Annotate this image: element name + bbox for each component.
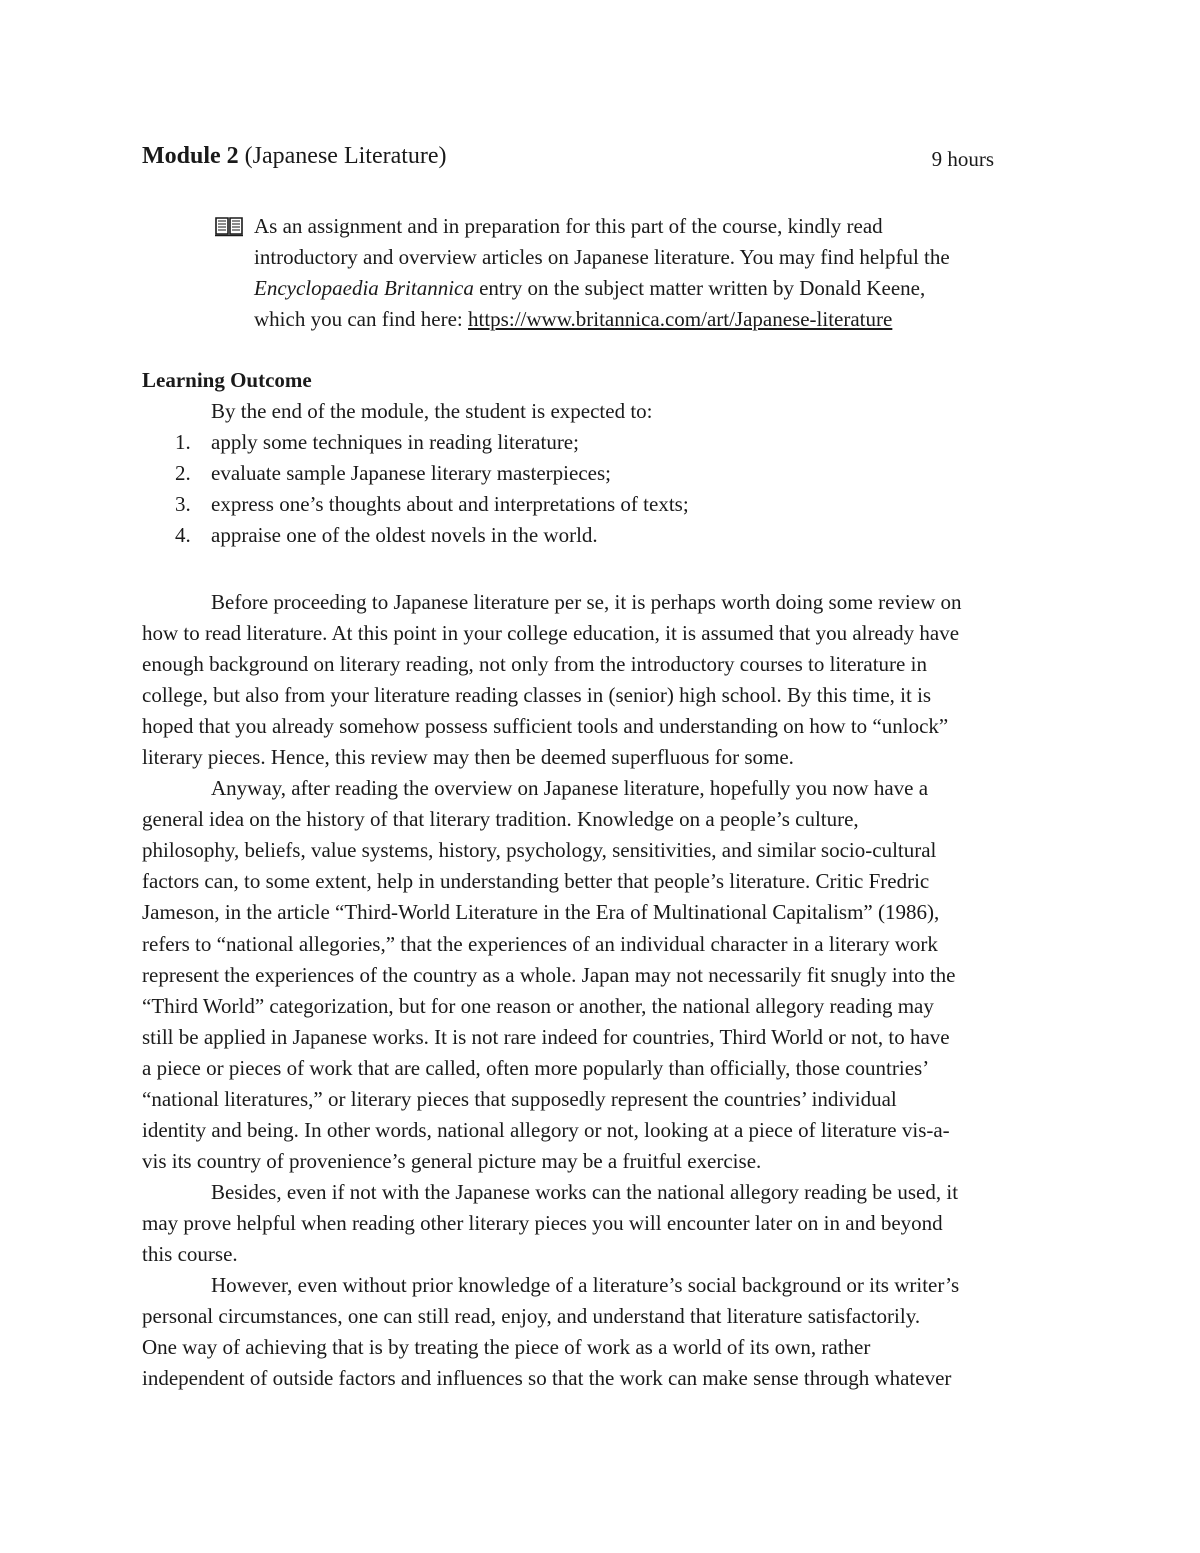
- body-line: Jameson, in the article “Third-World Literature in the Era of Multinational Capitalism” (1986),: [142, 900, 940, 925]
- body-line: this course.: [142, 1241, 238, 1266]
- assignment-line-3: [254, 273, 925, 304]
- body-line: how to read literature. At this point in your college education, it is assumed that you already have: [142, 621, 960, 646]
- list-item-text: apply some techniques in reading literature;: [211, 430, 579, 454]
- assignment-line-3-rest: entry on the subject matter written by Donald Keene,: [473, 276, 926, 300]
- body-line: philosophy, beliefs, value systems, history, psychology, sensitivities, and similar socio-cultural: [142, 838, 937, 863]
- list-item-number: 1.: [175, 430, 191, 454]
- body-line: factors can, to some extent, help in understanding better that people’s literature. Critic Fredric: [142, 869, 930, 894]
- body-line: refers to “national allegories,” that the experiences of an individual character in a literary work: [142, 931, 938, 956]
- body-line: vis its country of provenience’s general picture may be a fruitful exercise.: [142, 1148, 762, 1173]
- list-item-text: appraise one of the oldest novels in the world.: [211, 523, 598, 547]
- module-subtitle: (Japanese Literature): [244, 143, 447, 169]
- body-line: One way of achieving that is by treating the piece of work as a world of its own, rather: [142, 1335, 871, 1360]
- list-item-number: 4.: [175, 523, 191, 547]
- body-line: Before proceeding to Japanese literature per se, it is perhaps worth doing some review on: [211, 590, 962, 614]
- list-item-text: evaluate sample Japanese literary masterpieces;: [211, 461, 611, 485]
- list-item: [0, 492, 1200, 523]
- open-book-icon: [214, 215, 244, 237]
- body-line: Besides, even if not with the Japanese works can the national allegory reading be used, it: [211, 1179, 959, 1204]
- module-title: [142, 143, 447, 170]
- assignment-line-1: As an assignment and in preparation for this part of the course, kindly read: [254, 214, 883, 238]
- list-item-number: 2.: [175, 461, 191, 485]
- module-duration: 9 hours: [931, 147, 994, 171]
- learning-outcome-heading: Learning Outcome: [142, 368, 312, 392]
- body-line: Anyway, after reading the overview on Japanese literature, hopefully you now have a: [211, 776, 929, 801]
- list-item-text: express one’s thoughts about and interpretations of texts;: [211, 492, 689, 516]
- body-line: represent the experiences of the country as a whole. Japan may not necessarily fit snugly into the: [142, 962, 956, 987]
- body-line: may prove helpful when reading other literary pieces you will encounter later on in and beyond: [142, 1210, 943, 1235]
- list-item: [0, 523, 1200, 554]
- body-line: general idea on the history of that literary tradition. Knowledge on a people’s culture,: [142, 807, 859, 832]
- body-line: independent of outside factors and influences so that the work can make sense through whatever: [142, 1366, 952, 1391]
- body-line: literary pieces. Hence, this review may then be deemed superfluous for some.: [142, 745, 794, 770]
- body-line: However, even without prior knowledge of a literature’s social background or its writer’s: [211, 1273, 960, 1298]
- list-item: [0, 430, 1200, 461]
- module-label: Module 2: [142, 143, 239, 169]
- encyclopaedia-title: Encyclopaedia Britannica: [254, 276, 474, 300]
- learning-outcome-intro: By the end of the module, the student is expected to:: [211, 399, 653, 423]
- britannica-link[interactable]: https://www.britannica.com/art/Japanese-literature: [468, 307, 893, 331]
- assignment-link-prefix: which you can find here:: [254, 307, 469, 331]
- body-line: college, but also from your literature reading classes in (senior) high school. By this time, it is: [142, 683, 932, 708]
- body-line: “Third World” categorization, but for one reason or another, the national allegory reading may: [142, 993, 934, 1018]
- assignment-line-4: [254, 304, 892, 335]
- body-line: still be applied in Japanese works. It is not rare indeed for countries, Third World or not, to have: [142, 1024, 950, 1049]
- body-line: personal circumstances, one can still read, enjoy, and understand that literature satisfactorily.: [142, 1304, 921, 1329]
- body-line: enough background on literary reading, not only from the introductory courses to literature in: [142, 652, 927, 677]
- body-line: “national literatures,” or literary pieces that supposedly represent the countries’ individual: [142, 1086, 897, 1111]
- assignment-line-2: introductory and overview articles on Japanese literature. You may find helpful the: [254, 245, 950, 269]
- body-text: [142, 587, 1062, 1394]
- body-line: identity and being. In other words, national allegory or not, looking at a piece of literature vis-a-: [142, 1117, 950, 1142]
- module-header: [142, 143, 994, 175]
- body-line: hoped that you already somehow possess sufficient tools and understanding on how to “unlock”: [142, 714, 949, 739]
- list-item-number: 3.: [175, 492, 191, 516]
- list-item: [0, 461, 1200, 492]
- body-line: a piece or pieces of work that are called, often more popularly than officially, those countries’: [142, 1055, 930, 1080]
